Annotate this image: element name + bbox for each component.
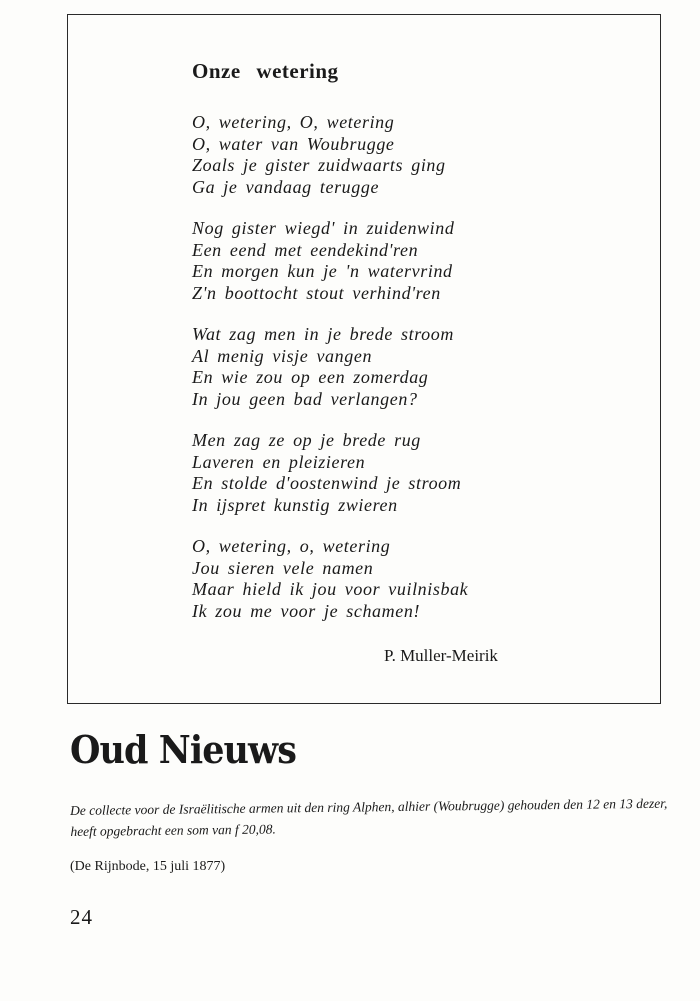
poem-stanza-1 xyxy=(192,112,468,198)
poem-line: En morgen kun je 'n watervrind xyxy=(192,261,453,281)
poem-stanza-5 xyxy=(192,536,468,622)
poem-stanza-3 xyxy=(192,324,468,410)
poem-frame xyxy=(67,14,661,704)
poem-line: Maar hield ik jou voor vuilnisbak xyxy=(192,579,469,599)
poem-line: Z'n boottocht stout verhind'ren xyxy=(192,282,441,303)
poem-line: Wat zag men in je brede stroom xyxy=(192,324,454,344)
poem-title: Onze wetering xyxy=(192,59,339,83)
poem-stanza-2 xyxy=(192,218,468,304)
poem-author: P. Muller-Meirik xyxy=(384,646,498,665)
oud-nieuws-text: De collecte voor de Israëlitische armen uit den ring Alphen, alhier (Woubrugge) gehouden den 12 en 13 dezer, heeft opgebracht een som van f 20,08. xyxy=(70,795,668,839)
poem-line: O, water van Woubrugge xyxy=(192,133,395,154)
poem-line: En wie zou op een zomerdag xyxy=(192,367,429,387)
oud-nieuws-source: (De Rijnbode, 15 juli 1877) xyxy=(70,859,226,874)
poem-line: Een eend met eendekind'ren xyxy=(192,239,419,260)
poem-line: Zoals je gister zuidwaarts ging xyxy=(192,155,446,175)
poem-stanza-4 xyxy=(192,430,468,516)
poem-line: Jou sieren vele namen xyxy=(192,557,374,578)
poem-line: O, wetering, o, wetering xyxy=(192,536,391,556)
page-number: 24 xyxy=(70,905,93,929)
poem-body xyxy=(192,112,468,642)
poem-line: En stolde d'oostenwind je stroom xyxy=(192,473,462,493)
poem-line: O, wetering, O, wetering xyxy=(192,112,395,132)
poem-line: Ga je vandaag terugge xyxy=(192,176,380,197)
poem-line: Laveren en pleizieren xyxy=(192,451,366,472)
poem-line: In jou geen bad verlangen? xyxy=(192,388,418,409)
oud-nieuws-heading: Oud Nieuws xyxy=(70,727,296,772)
poem-line: Ik zou me voor je schamen! xyxy=(192,600,421,621)
poem-line: Men zag ze op je brede rug xyxy=(192,430,421,450)
poem-line: Nog gister wiegd' in zuidenwind xyxy=(192,218,455,238)
poem-line: Al menig visje vangen xyxy=(192,345,373,366)
poem-line: In ijspret kunstig zwieren xyxy=(192,494,398,515)
